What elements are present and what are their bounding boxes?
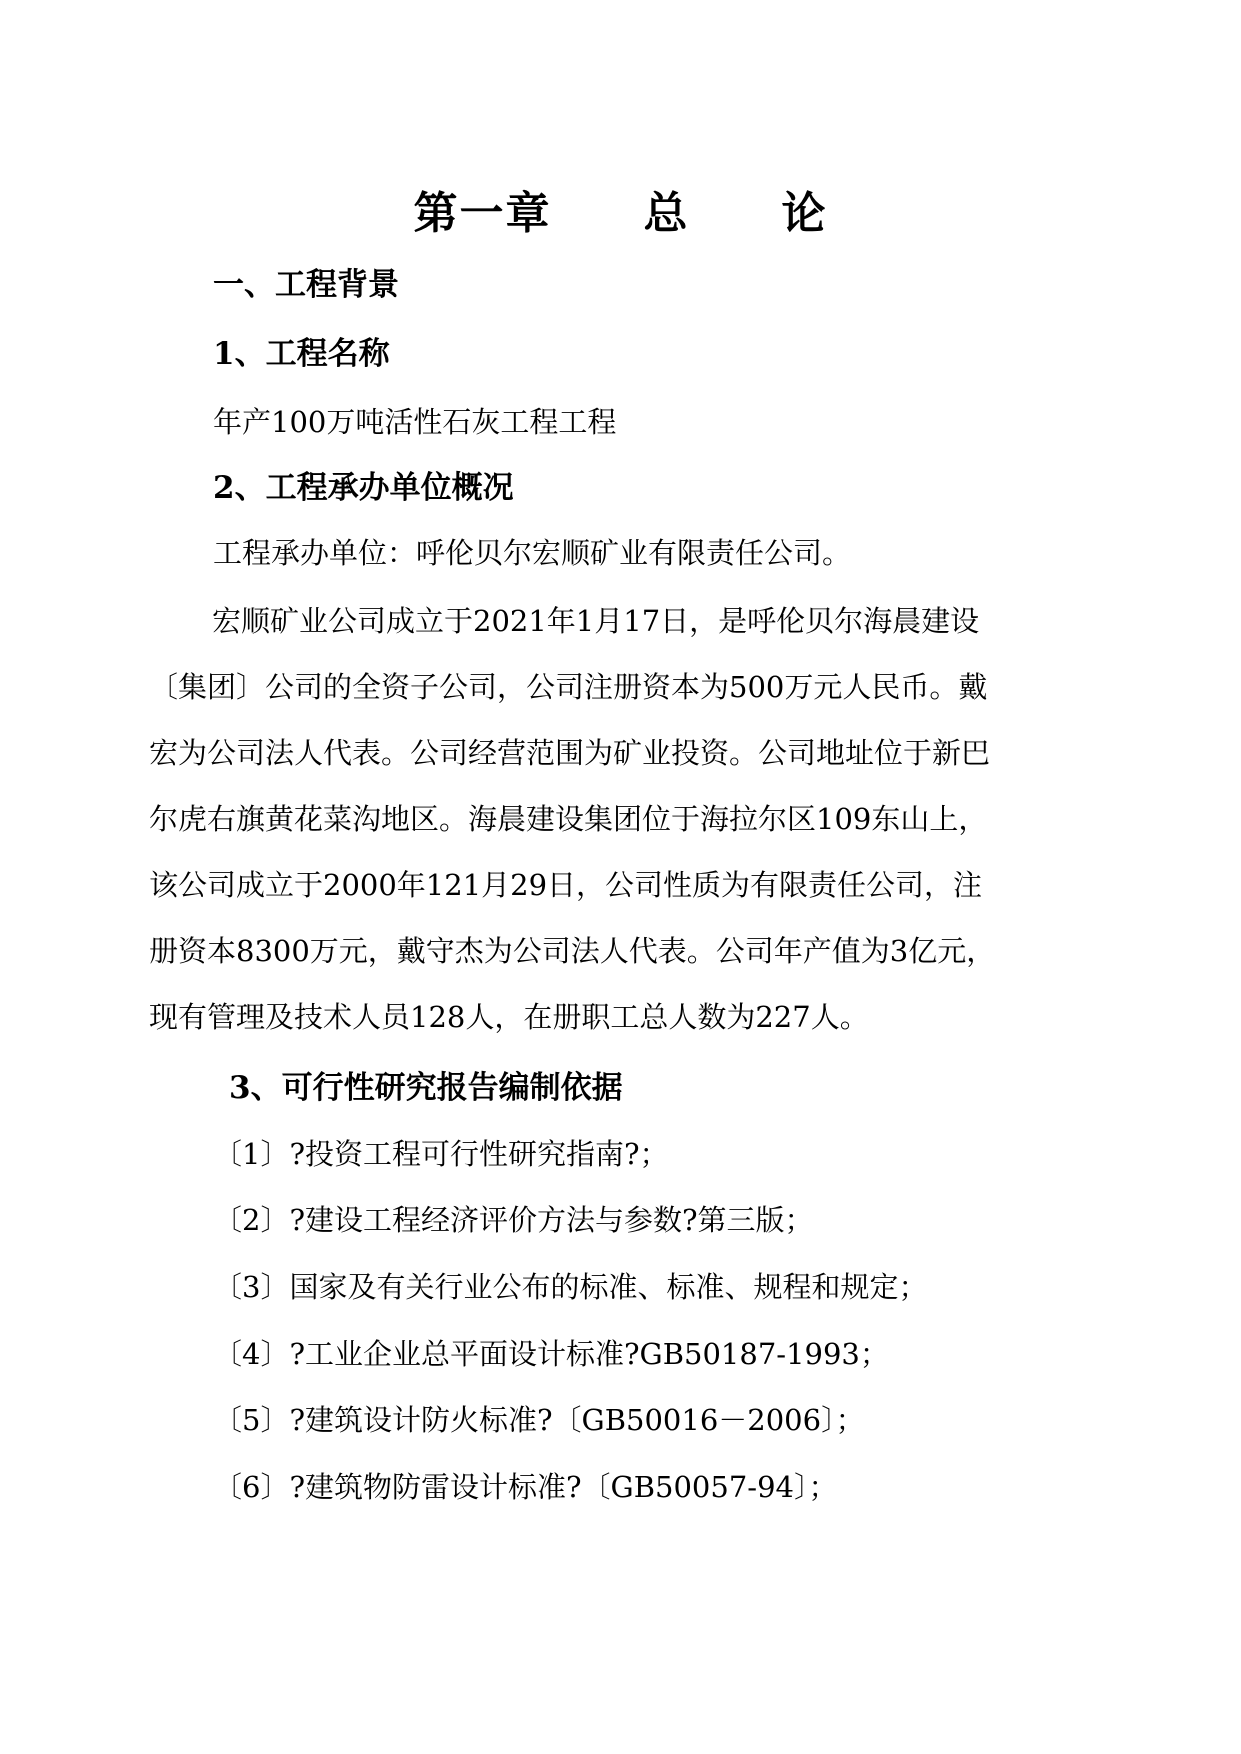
subsection-heading-project-name: 1、工程名称 <box>213 336 390 372</box>
paragraph-line: 宏顺矿业公司成立于2021年1月17日，是呼伦贝尔海晨建设 <box>212 604 980 638</box>
reference-item: 〔4〕?工业企业总平面设计标准?GB50187-1993； <box>213 1337 889 1371</box>
company-overview-paragraph <box>149 592 1099 1054</box>
reference-item: 〔5〕?建筑设计防火标准?〔GB50016－2006〕； <box>213 1403 865 1437</box>
paragraph-line: 尔虎右旗黄花菜沟地区。海晨建设集团位于海拉尔区109东山上， <box>149 802 988 836</box>
paragraph-line: 〔集团〕公司的全资子公司，公司注册资本为500万元人民币。戴 <box>149 670 988 704</box>
chapter-title: 第一章 总 论 <box>413 188 828 239</box>
reference-item: 〔1〕?投资工程可行性研究指南?； <box>213 1137 669 1171</box>
reference-item: 〔3〕国家及有关行业公布的标准、标准、规程和规定； <box>213 1270 928 1304</box>
section-heading-background: 一、工程背景 <box>213 267 399 303</box>
subsection-heading-sponsor-overview: 2、工程承办单位概况 <box>213 470 514 506</box>
paragraph-line: 宏为公司法人代表。公司经营范围为矿业投资。公司地址位于新巴 <box>149 736 991 770</box>
sponsor-text: 工程承办单位：呼伦贝尔宏顺矿业有限责任公司。 <box>213 536 852 570</box>
paragraph-line: 现有管理及技术人员128人，在册职工总人数为227人。 <box>149 1000 869 1034</box>
paragraph-line: 册资本8300万元，戴守杰为公司法人代表。公司年产值为3亿元， <box>149 934 996 968</box>
reference-item: 〔6〕?建筑物防雷设计标准?〔GB50057-94〕； <box>213 1470 838 1504</box>
subsection-heading-study-basis: 3、可行性研究报告编制依据 <box>229 1070 623 1106</box>
paragraph-line: 该公司成立于2000年121月29日，公司性质为有限责任公司，注 <box>149 868 983 902</box>
reference-item: 〔2〕?建设工程经济评价方法与参数?第三版； <box>213 1203 814 1237</box>
project-name-text: 年产100万吨活性石灰工程工程 <box>213 405 617 439</box>
